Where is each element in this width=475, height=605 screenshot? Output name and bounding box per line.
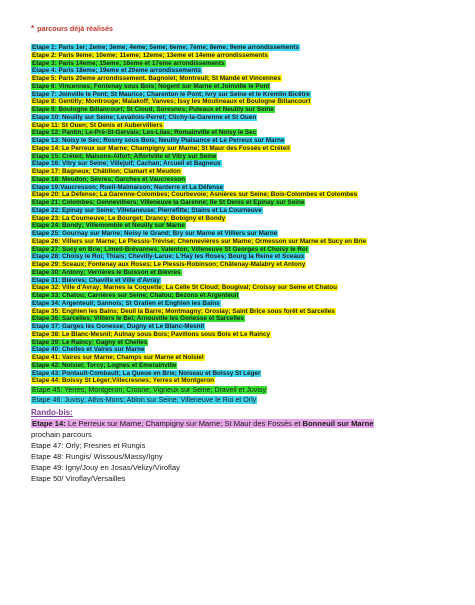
stage-text: Etape 13: Noisy le Sec; Rosny sous Bois; Neuilly Plaisance et Le Perreux sur Marne [32,137,285,144]
stage-row [31,91,439,99]
rando-bis-stage-highlight [31,419,374,428]
stage-text: Etape 32: Ville d'Avray; Marnes la Coquette; La Celle St Cloud; Bougival; Croissy sur Seine et Chatou [32,284,338,292]
stage-row [31,331,439,339]
stage-text: Etape 10: Neuilly sur Seine; Levallois-Perret; Clichy-la-Garenne et St Ouen [32,113,257,121]
stage-text: Etape 14: Le Perreux sur Marne; Champigny sur Marne; St Maur des Fossés et Créteil [32,144,290,152]
upcoming-stage: Etape 47: Orly; Fresnes et Rungis [31,440,146,450]
stage-row [31,300,439,308]
stage-text: Etape 44: Boissy St Léger;Villecresnes; Yerres et Montgeron [32,377,215,385]
stage-text: Etape 24: Bondy; Villemomble et Neuilly sur Marne [32,222,185,230]
stage-text: Etape 3: Paris 14eme; 15eme; 16eme et 17eme arrondissements [32,59,225,67]
stage-text: Etape 40: Chelles et Vaires sur Marne [32,346,145,354]
stage-text: Etape 42: Noisiel; Torcy; Lognes et Emerainville [32,361,177,369]
upcoming-list [31,429,475,484]
stage-text: Etape 6: Vincennes; Fontenay sous Bois; Nogent sur Marne et Joinville le Pont [32,82,270,90]
rando-bis-title: Rando-bis: [31,407,73,417]
stage-text: Etape 35: Enghien les Bains; Deuil la Barre; Montmagny; Groslay; Saint Brice sous forêt et Sarcelles [32,307,335,315]
stage-row [31,284,439,292]
stage-row [31,176,439,184]
stage-row [31,215,439,223]
stage-row [31,253,439,261]
stage-row [31,346,439,354]
stage-row [31,354,439,362]
stage-row [31,160,439,168]
stage-row [31,323,439,331]
stage-row [31,98,439,106]
stage-text: Etape 5: Paris 20eme arrondissement. Bagnolet; Montreuil; St Mandé et Vincennes [32,75,281,82]
stage-text: Etape 4: Paris 18eme; 19eme et 20eme arrondissements [32,67,201,75]
stage-text: Etape 41: Vaires sur Marne; Champs sur Marne et Noisiel [32,354,204,361]
stage-text: Etape 12: Pantin; Le-Pré-St-Gervais; Les-Lilas; Romainville et Noisy le Sec [32,129,257,137]
stage-text: Etape 25: Gournay sur Marne; Noisy le Grand; Bry sur Marne et Villiers sur Marne [32,230,278,237]
stage-text: Etape 45: Yerres; Montgeron; Crosne; Vigneux sur Seine; Draveil et Juvisy [32,386,267,394]
stage-row [31,137,439,145]
stage-row [31,153,439,161]
stage-row [31,129,439,137]
rando-bis-stage-label: Etape 14: [32,418,66,428]
stage-text: Etape 18: Meudon; Sèvres; Garches et Vaucresson [32,175,186,183]
stage-row [31,308,439,316]
upcoming-stage: Etape 49: Igny/Jouy en Josas/Velizy/Viroflay [31,462,180,472]
stage-text: Etape 8: Gentilly; Montrouge; Malakoff; Vanves; Issy les Moulineaux et Boulogne Billancourt [32,98,311,106]
stage-row [31,184,439,192]
stage-row [31,168,439,176]
stage-row [31,191,439,199]
stage-row [31,315,439,323]
asterisk-marker: * [31,24,35,33]
stage-text: Etape 22: Epinay sur Seine; Villetaneuse; Pierrefitte; Stains et La Courneuve [32,206,262,214]
stage-text: Etape 9: Boulogne Billancourt; St Cloud; Suresnes; Puteaux et Neuilly sur Seine [32,106,274,113]
stage-text: Etape 46: Juvisy; Athis-Mons; Ablon sur Seine; Villeneuve le Roi et Orly [32,396,257,405]
stage-row [31,230,439,238]
stage-text: Etape 23: La Courneuve; Le Bourget; Drancy; Bobigny et Bondy [32,214,226,222]
stage-row [31,246,439,254]
stage-row [31,370,439,378]
stage-row [31,238,439,246]
stage-row [31,362,439,370]
stage-row [31,292,439,300]
stage-text: Etape 33: Chatou; Carrières sur Seine; Chatou; Bezons et Argenteuil [32,292,239,299]
stage-row [31,122,439,130]
stage-text: Etape 43: Pontault-Combault; La Queue en Brie; Noiseau et Boissy St Léger [32,369,261,377]
stage-row [31,339,439,347]
stage-text: Etape 19:Vaucresson; Rueil-Malmaison; Nanterre et La Défense [32,183,224,191]
stage-row [31,145,439,153]
stage-row [31,377,439,385]
stage-text: Etape 36: Sarcelles; Villiers le Bel; Arnouville les Gonesse et Sarcelles [32,315,244,323]
stage-row [31,207,439,215]
stage-text: Etape 21: Colombes; Gennevilliers; Villeneuve la Garenne; Ile St Denis et Epinay sur Seine [32,199,305,206]
stage-text: Etape 1: Paris 1er; 2eme; 3eme; 4eme; 5eme; 6eme; 7eme; 8eme; 9eme arrondissements [32,44,299,51]
section-heading [31,24,475,33]
upcoming-stage: Etape 48: Rungis/ Wissous/Massy/Igny [31,451,163,461]
stage-row [31,67,439,75]
stage-text: Etape 15: Créteil; Maisons-Alfort; Alfortville et Vitry sur Seine [32,152,217,160]
stage-row [31,114,439,122]
stage-row [31,106,439,114]
stage-text: Etape 28: Choisy le Roi; Thiais; Chevilly-Larue; L'Haÿ les Roses; Bourg la Reine et Sceaux [32,253,305,261]
stage-row [31,222,439,230]
stage-text: Etape 20: La Défense; La Garenne-Colombes; Courbevoie; Asnières sur Seine; Bois-Colombes et Colombes [32,191,358,199]
rando-bis-stage [31,418,475,429]
stage-row [31,44,439,52]
stage-text: Etape 16: Vitry sur Seine; Villejuif; Cachan; Arcueil et Bagneux [32,160,221,168]
stage-text: Etape 17: Bagneux; Châtillon; Clamart et Meudon [32,168,181,175]
stage-row [31,75,439,83]
stage-text: Etape 31: Bièvres; Chaville et Ville d'Avray [32,276,160,284]
stage-text: Etape 30: Antony; Verrières le Buisson et Bièvres [32,268,181,276]
stage-row [31,261,439,269]
stage-text: Etape 11: St Ouen; St Denis et Aubervilliers [32,121,163,129]
stage-row [31,277,439,285]
stage-row [31,60,439,68]
rando-bis-stage-bold-end: Bonneuil sur Marne [302,418,374,428]
stage-row [31,199,439,207]
stage-text: Etape 7: Joinville le Pont; St Maurice; Charenton le Pont; Ivry sur Seine et le Kremlin Bicêtre [32,90,310,98]
stage-text: Etape 29: Sceaux; Fontenay aux Roses; Le Plessis-Robinson; Châtenay-Malabry et Antony [32,261,306,268]
stage-text: Etape 2: Paris 9eme; 10eme; 11eme; 12eme; 13eme et 14eme arrondissements [32,51,268,59]
section-heading-text: parcours déjà réalisés [37,24,114,33]
stage-text: Etape 34: Argenteuil; Sannois; St Gratien et Enghien les Bains [32,299,220,307]
stage-row [31,385,439,395]
stage-text: Etape 39: Le Raincy; Gagny et Chelles [32,338,148,346]
stage-row [31,52,439,60]
stage-text: Etape 37: Garges lès Gonesse; Dugny et Le Blanc-Mesnil [32,323,205,330]
stage-text: Etape 27: Sucy en Brie; Limeil-Brévannes; Valenton; Villeneuve St Georges et Choisy le Roi [32,245,308,253]
stage-row [31,395,439,405]
next-route-label: prochain parcours [31,429,92,439]
rando-bis-stage-text: Le Perreux sur Marne; Champigny sur Marne; St Maur des Fossés et [65,418,303,428]
stage-list [31,44,439,406]
stage-text: Etape 38: Le Blanc-Mesnil; Aulnay sous Bois; Pavillons sous Bois et Le Raincy [32,330,271,338]
upcoming-stage: Etape 50/ Viroflay/Versailles [31,473,126,483]
stage-text: Etape 26: Villiers sur Marne; Le Plessis-Trévise; Chennevières sur Marne; Ormesson sur Marne et Sucy en Brie [32,237,367,245]
stage-row [31,269,439,277]
stage-row [31,83,439,91]
